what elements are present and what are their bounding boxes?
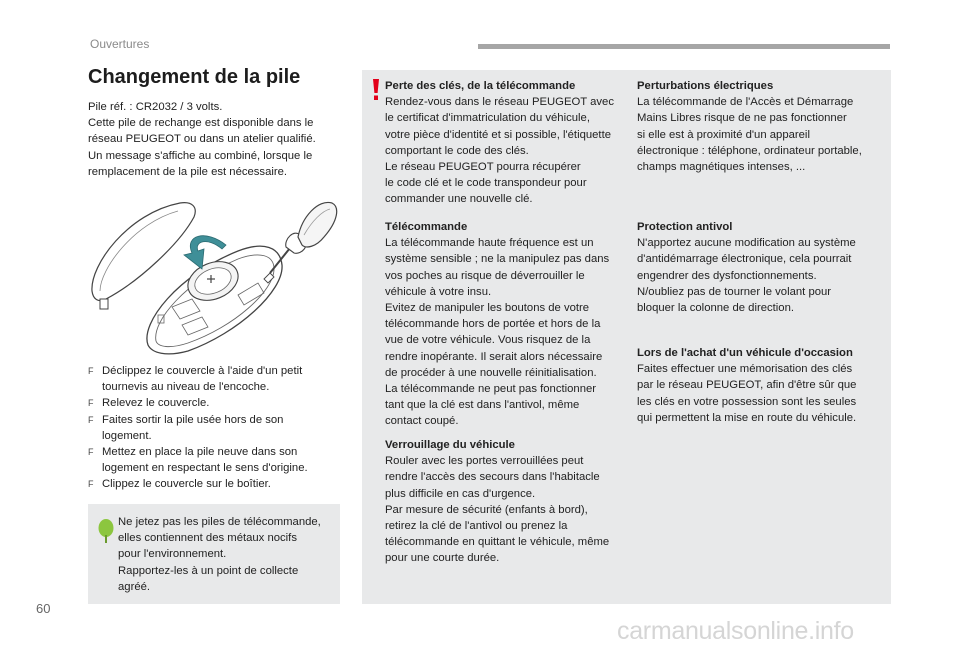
info-line: La télécommande haute fréquence est un	[385, 237, 594, 250]
step-item	[88, 444, 340, 476]
step-line: logement en respectant le sens d'origine.	[102, 462, 308, 475]
eco-line: Rapportez-les à un point de collecte	[118, 564, 299, 577]
info-line: Le réseau PEUGEOT pourra récupérer	[385, 161, 581, 174]
info-line: contact coupé.	[385, 415, 459, 428]
intro-text	[88, 99, 338, 180]
info-line: vue de votre véhicule. Vous risquez de la	[385, 334, 591, 347]
intro-line: Pile réf. : CR2032 / 3 volts.	[88, 101, 223, 113]
step-line: Relevez le couvercle.	[102, 397, 210, 410]
info-line: commander une nouvelle clé.	[385, 193, 533, 206]
info-line: système sensible ; ne la manipulez pas dans	[385, 253, 610, 266]
info-heading: Télécommande	[385, 221, 468, 233]
info-line: plus difficile en cas d'urgence.	[385, 487, 536, 500]
step-bullet: F	[88, 447, 94, 458]
intro-line: Un message s'affiche au combiné, lorsque le	[88, 149, 313, 162]
info-line: vos poches au risque de déverrouiller le	[385, 269, 585, 282]
header-bar	[478, 44, 890, 49]
info-heading: Perte des clés, de la télécommande	[385, 80, 576, 92]
info-line: votre pièce d'identité et si possible, l'étiquette	[385, 128, 611, 141]
instruction-steps	[88, 363, 340, 493]
info-heading: Lors de l'achat d'un véhicule d'occasion	[637, 347, 853, 359]
info-line: le code clé et le code transpondeur pour	[385, 177, 587, 190]
info-line: les clés en votre possession sont les seules	[637, 395, 857, 408]
info-line: comportant le code des clés.	[385, 144, 529, 157]
info-line: La télécommande ne peut pas fonctionner	[385, 383, 597, 396]
intro-line: Cette pile de rechange est disponible dans le	[88, 117, 314, 130]
key-battery-replacement-illustration	[88, 195, 338, 355]
step-item	[88, 476, 340, 492]
info-line: Par mesure de sécurité (enfants à bord),	[385, 503, 588, 516]
step-bullet: F	[88, 398, 94, 409]
info-line: si elle est à proximité d'un appareil	[637, 128, 810, 141]
page-number: 60	[36, 601, 51, 616]
info-heading: Perturbations électriques	[637, 80, 774, 92]
step-line: Faites sortir la pile usée hors de son	[102, 413, 284, 426]
step-line: tournevis au niveau de l'encoche.	[102, 381, 270, 394]
info-line: N'apportez aucune modification au système	[637, 237, 856, 250]
step-item	[88, 363, 340, 395]
step-line: Clippez le couvercle sur le boîtier.	[102, 478, 271, 491]
info-line: véhicule à votre insu.	[385, 285, 492, 298]
info-line: retirez la clé de l'antivol ou prenez la	[385, 520, 568, 533]
info-line: d'antidémarrage électronique, cela pourrait	[637, 253, 852, 266]
eco-line: pour l'environnement.	[118, 548, 227, 561]
info-remote	[385, 219, 609, 430]
info-line: tant que la clé est dans l'antivol, même	[385, 399, 580, 412]
info-heading: Protection antivol	[637, 221, 733, 233]
step-line: Déclippez le couvercle à l'aide d'un petit	[102, 365, 303, 377]
info-lost-keys	[385, 78, 614, 208]
step-item	[88, 395, 340, 411]
section-header: Ouvertures	[90, 37, 150, 51]
info-line: de procéder à une nouvelle réinitialisation.	[385, 366, 597, 379]
info-line: pour une courte durée.	[385, 552, 500, 565]
eco-note-text	[118, 514, 338, 595]
page-title: Changement de la pile	[88, 66, 301, 88]
eco-tree-icon	[98, 518, 114, 544]
info-locking	[385, 437, 609, 567]
info-line: télécommande hors de portée et hors de la	[385, 318, 601, 331]
info-line: engendrer des dysfonctionnements.	[637, 269, 817, 282]
info-line: rendre l'accès des secours dans l'habitacle	[385, 471, 600, 484]
intro-line: remplacement de la pile est nécessaire.	[88, 165, 288, 178]
watermark: carmanualsonline.info	[617, 617, 854, 645]
info-line: N/oubliez pas de tourner le volant pour	[637, 285, 832, 298]
step-item	[88, 412, 340, 444]
info-line: champs magnétiques intenses, ...	[637, 161, 806, 174]
step-bullet: F	[88, 479, 94, 490]
info-line: Evitez de manipuler les boutons de votre	[385, 302, 590, 315]
info-line: Rouler avec les portes verrouillées peut	[385, 455, 584, 468]
info-line: le certificat d'immatriculation du véhicule,	[385, 112, 590, 125]
eco-line: agréé.	[118, 580, 151, 593]
warning-exclamation-icon	[371, 79, 381, 101]
info-line: rendre inopérante. Il serait alors nécessaire	[385, 350, 603, 363]
eco-line: elles contiennent des métaux nocifs	[118, 532, 297, 545]
step-line: logement.	[102, 429, 152, 442]
step-bullet: F	[88, 414, 94, 425]
eco-note-box	[88, 504, 340, 604]
info-line: Rendez-vous dans le réseau PEUGEOT avec	[385, 96, 614, 109]
info-line: bloquer la colonne de direction.	[637, 302, 795, 315]
info-line: télécommande en quittant le véhicule, même	[385, 536, 610, 549]
info-line: par le réseau PEUGEOT, afin d'être sûr que	[637, 379, 857, 392]
info-line: électronique : téléphone, ordinateur portable,	[637, 144, 862, 157]
info-line: La télécommande de l'Accès et Démarrage	[637, 96, 854, 109]
info-line: Faites effectuer une mémorisation des clés	[637, 363, 853, 376]
eco-line: Ne jetez pas les piles de télécommande,	[118, 516, 321, 528]
step-line: Mettez en place la pile neuve dans son	[102, 446, 298, 459]
info-line: qui permettent la mise en route du véhicule.	[637, 411, 857, 424]
info-interference	[637, 78, 862, 175]
info-line: Mains Libres risque de ne pas fonctionner	[637, 112, 847, 125]
info-antitheft	[637, 219, 856, 316]
intro-line: réseau PEUGEOT ou dans un atelier qualifié.	[88, 133, 316, 146]
info-heading: Verrouillage du véhicule	[385, 439, 515, 451]
info-used-vehicle	[637, 345, 856, 426]
step-bullet: F	[88, 366, 94, 376]
